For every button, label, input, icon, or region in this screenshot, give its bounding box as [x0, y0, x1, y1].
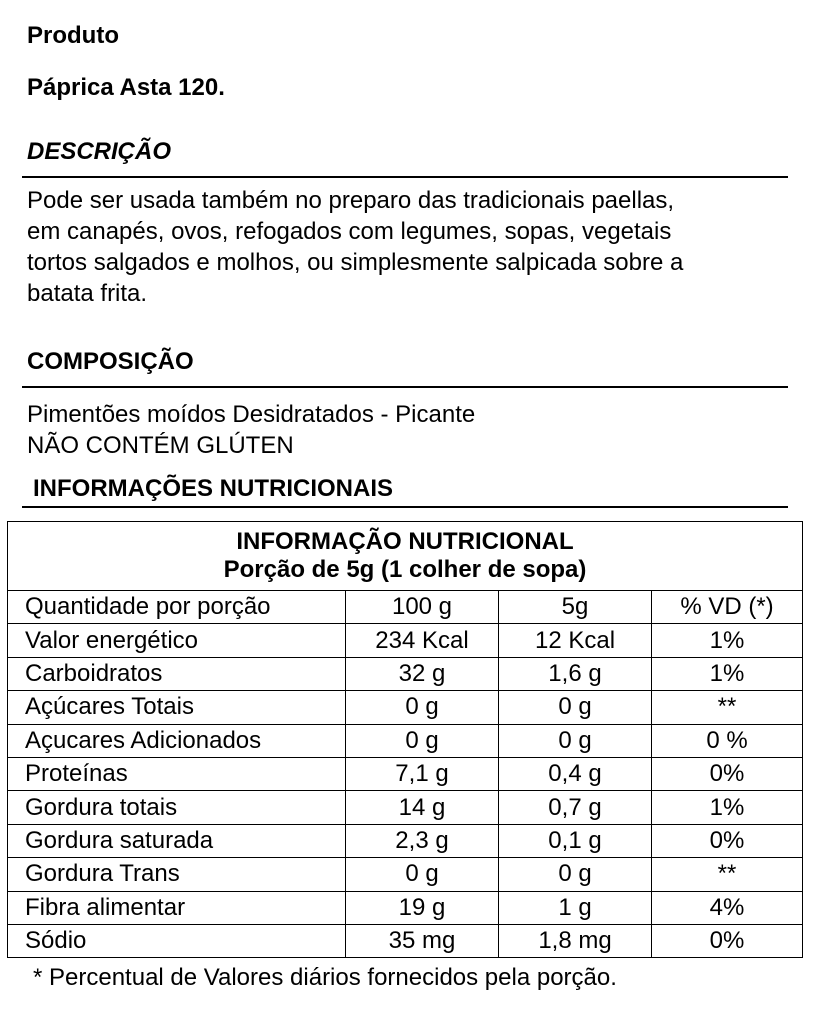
value-per-5g: 0 g: [499, 724, 652, 757]
composition-text: [27, 399, 475, 461]
daily-value: 0%: [652, 757, 803, 790]
value-per-5g: 0,4 g: [499, 757, 652, 790]
table-row: [8, 691, 803, 724]
value-per-100g: 0 g: [346, 858, 499, 891]
table-row: [8, 757, 803, 790]
header-daily-value: % VD (*): [652, 591, 803, 624]
description-divider: [22, 176, 788, 178]
composition-divider: [22, 386, 788, 388]
description-line: em canapés, ovos, refogados com legumes, sopas, vegetais: [27, 218, 672, 245]
value-per-5g: 0 g: [499, 858, 652, 891]
value-per-100g: 14 g: [346, 791, 499, 824]
description-heading: DESCRIÇÃO: [27, 138, 172, 165]
nutrient-name: Valor energético: [8, 624, 346, 657]
nutrient-name: Gordura totais: [8, 791, 346, 824]
nutrient-name: Sódio: [8, 924, 346, 957]
daily-value: 0 %: [652, 724, 803, 757]
nutrient-name: Açucares Adicionados: [8, 724, 346, 757]
value-per-5g: 0 g: [499, 691, 652, 724]
table-title: INFORMAÇÃO NUTRICIONAL: [236, 528, 574, 555]
daily-value: 1%: [652, 791, 803, 824]
nutrient-name: Carboidratos: [8, 657, 346, 690]
description-line: tortos salgados e molhos, ou simplesmente salpicada sobre a: [27, 249, 684, 276]
value-per-100g: 19 g: [346, 891, 499, 924]
nutrient-name: Proteínas: [8, 757, 346, 790]
table-row: [8, 891, 803, 924]
table-row: [8, 858, 803, 891]
composition-line: NÃO CONTÉM GLÚTEN: [27, 432, 294, 459]
table-row: [8, 924, 803, 957]
value-per-5g: 0,1 g: [499, 824, 652, 857]
nutrient-name: Fibra alimentar: [8, 891, 346, 924]
value-per-5g: 1,8 mg: [499, 924, 652, 957]
value-per-5g: 1 g: [499, 891, 652, 924]
table-portion: Porção de 5g (1 colher de sopa): [223, 556, 587, 583]
nutrient-name: Gordura saturada: [8, 824, 346, 857]
footnote: * Percentual de Valores diários fornecidos pela porção.: [33, 964, 617, 991]
composition-heading: COMPOSIÇÃO: [27, 348, 194, 375]
value-per-100g: 0 g: [346, 724, 499, 757]
header-per-100g: 100 g: [346, 591, 499, 624]
nutrient-name: Gordura Trans: [8, 858, 346, 891]
daily-value: 1%: [652, 657, 803, 690]
value-per-100g: 0 g: [346, 691, 499, 724]
daily-value: 0%: [652, 824, 803, 857]
value-per-100g: 2,3 g: [346, 824, 499, 857]
value-per-100g: 32 g: [346, 657, 499, 690]
table-row: [8, 791, 803, 824]
daily-value: **: [652, 858, 803, 891]
daily-value: 0%: [652, 924, 803, 957]
value-per-100g: 234 Kcal: [346, 624, 499, 657]
value-per-5g: 0,7 g: [499, 791, 652, 824]
header-quantity-per-portion: Quantidade por porção: [8, 591, 346, 624]
table-row: [8, 624, 803, 657]
description-line: batata frita.: [27, 280, 148, 307]
daily-value: 1%: [652, 624, 803, 657]
value-per-5g: 12 Kcal: [499, 624, 652, 657]
composition-line: Pimentões moídos Desidratados - Picante: [27, 401, 476, 428]
product-label: Produto: [27, 22, 119, 49]
nutrition-section-heading: INFORMAÇÕES NUTRICIONAIS: [33, 475, 393, 502]
value-per-100g: 35 mg: [346, 924, 499, 957]
description-text: [27, 185, 797, 309]
nutrition-section-divider: [22, 506, 788, 508]
description-line: Pode ser usada também no preparo das tradicionais paellas,: [27, 187, 675, 214]
value-per-5g: 1,6 g: [499, 657, 652, 690]
daily-value: **: [652, 691, 803, 724]
nutrition-table: [7, 521, 803, 958]
table-title-row: [8, 522, 803, 591]
value-per-100g: 7,1 g: [346, 757, 499, 790]
table-row: [8, 724, 803, 757]
table-row: [8, 657, 803, 690]
product-name: Páprica Asta 120.: [27, 74, 225, 101]
nutrient-name: Açúcares Totais: [8, 691, 346, 724]
header-per-5g: 5g: [499, 591, 652, 624]
daily-value: 4%: [652, 891, 803, 924]
table-title-cell: [8, 522, 803, 591]
table-row: [8, 824, 803, 857]
table-header-row: [8, 591, 803, 624]
